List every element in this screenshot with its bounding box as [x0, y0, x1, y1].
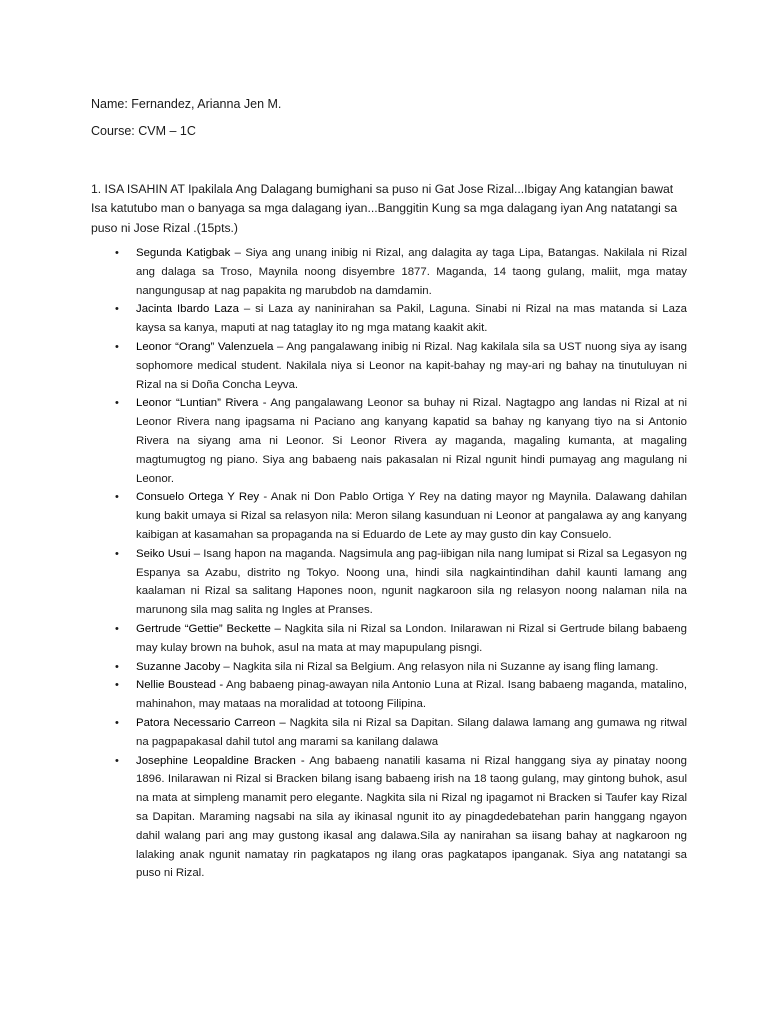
list-item [91, 676, 687, 714]
item-text: – Isang hapon na maganda. Nagsimula ang pag-iibigan nila nang lumipat si Rizal sa Legasyon ng Espanya sa Azabu, distrito ng Tokyo. Noong una, hindi sila nagkaintindihan dahil kaunti lamang ang kaalaman ni Rizal sa salitang Hapones noon, ngunit nagkaroon sila ng relasyon noong nalaman nila na marunong sila mag salita ng Ingles at Pranses. [136, 547, 687, 617]
item-name: Leonor “Orang” Valenzuela [136, 340, 274, 353]
list-item [91, 658, 687, 677]
list-item [91, 394, 687, 488]
bullet-icon: • [115, 397, 119, 410]
question-text: 1. ISA ISAHIN AT Ipakilala Ang Dalagang bumighani sa puso ni Gat Jose Rizal...Ibigay Ang katangian bawat Isa katutubo man o banyaga sa mga dalagang iyan...Banggitin Kung sa mga dalagang iyan Ang natatangi sa puso ni Jose Rizal .(15pts.) [91, 182, 678, 235]
answer-list [91, 244, 687, 883]
bullet-icon: • [115, 247, 119, 259]
bullet-icon: • [115, 622, 119, 635]
item-name: Leonor “Luntian” Rivera - [136, 397, 267, 410]
item-text: Nagkita sila ni Rizal sa Dapitan. Silang dalawa lamang ang gumawa ng ritwal na pagpapakasal dahil tutol ang marami sa kanilang dalawa [136, 716, 687, 748]
item-name: Seiko Usui [136, 547, 191, 560]
item-name: Consuelo Ortega Y Rey [136, 491, 260, 504]
bullet-icon: • [115, 660, 119, 673]
student-course: Course: CVM – 1C [91, 124, 196, 138]
bullet-icon: • [115, 716, 119, 729]
list-item [91, 338, 687, 394]
item-text: Ang babaeng pinag-awayan nila Antonio Luna at Rizal. Isang babaeng maganda, matalino, mahinahon, may mataas na moralidad at totoong Filipina. [136, 679, 687, 711]
list-item [91, 300, 687, 338]
list-item [91, 714, 687, 752]
item-name: Nellie Boustead - [136, 679, 224, 692]
item-name: Gertrude “Gettie” Beckette – [136, 622, 281, 635]
item-text: Ang babaeng nanatili kasama ni Rizal hanggang siya ay pinatay noong 1896. Inilarawan ni Rizal si Bracken bilang isang babaeng irish na 18 taong gulang, may gintong buhok, asul na mata at simpleng manamit pero elegante. Nagkita sila ni Rizal ng ipagamot ni Bracken si Taufer kay Rizal sa Dapitan. Maraming nagsabi na sila ay ikinasal ngunit ito ay pinagdedebatehan parin hanggang ngayon dahil walang pari ang may gustong ikasal ang dalawa.Sila ay nanirahan sa iisang bahay at nagkaroon ng lalaking anak ngunit namatay rin pagkatapos ng ilang oras pagkatapos ipanganak. Siya ang natatangi sa puso ni Rizal. [136, 754, 687, 880]
item-name: Suzanne Jacoby [136, 660, 221, 673]
item-name: Patora Necessario Carreon – [136, 716, 286, 729]
item-text: Nagkita sila ni Rizal sa London. Inilarawan ni Rizal si Gertrude bilang babaeng may kulay brown na buhok, asul na mata at may mapupulang pisngi. [136, 622, 687, 654]
item-text: - Anak ni Don Pablo Ortiga Y Rey na dating mayor ng Maynila. Dalawang dahilan kung bakit umaya si Rizal sa relasyon nila: Meron silang kasunduan ni Leonor at pangalawa ay ang kanyang kaibigan at kasamahan sa propaganda na si Eduardo de Lete ay may gusto din kay Consuelo. [136, 491, 687, 541]
item-name: Segunda Katigbak [136, 247, 231, 259]
bullet-icon: • [115, 491, 119, 504]
item-text: Ang pangalawang Leonor sa buhay ni Rizal. Nagtagpo ang landas ni Rizal at ni Leonor Rivera nang ipagsama ni Paciano ang kanyang kapatid sa bahay ng kanyang tiyo na si Antonio Rivera na siyang ama ni Leonor. Si Leonor Rivera ay maganda, magaling kumanta, at magaling magtumugtog ng piano. Siya ang babaeng nais pakasalan ni Rizal ngunit hindi pumayag ang magulang ni Leonor. [136, 397, 687, 485]
bullet-icon: • [115, 340, 119, 353]
list-item [91, 244, 687, 300]
bullet-icon: • [115, 754, 119, 767]
bullet-icon: • [115, 303, 119, 316]
list-item [91, 545, 687, 620]
bullet-icon: • [115, 679, 119, 692]
item-text: – Nagkita sila ni Rizal sa Belgium. Ang relasyon nila ni Suzanne ay isang fling lamang. [220, 660, 659, 673]
item-name: Jacinta Ibardo Laza [136, 303, 239, 316]
item-name: Josephine Leopaldine Bracken - [136, 754, 305, 767]
item-text: – Ang pangalawang inibig ni Rizal. Nag kakilala sila sa UST nuong siya ay isang sophomore medical student. Nakilala niya si Leonor na kapit-bahay ng may-ari ng bahay na tinutuluyan ni Rizal na si Doña Concha Leyva. [136, 340, 688, 391]
list-item [91, 752, 687, 884]
student-name: Name: Fernandez, Arianna Jen M. [91, 97, 282, 111]
list-item [91, 620, 687, 658]
item-text: – si Laza ay naninirahan sa Pakil, Laguna. Sinabi ni Rizal na mas matanda si Laza kaysa sa kanya, maputi at nag tataglay ito ng mga matang kaakit akit. [136, 303, 687, 335]
list-item [91, 488, 687, 544]
item-text: – Siya ang unang inibig ni Rizal, ang dalagita ay taga Lipa, Batangas. Nakilala ni Rizal ang dalaga sa Troso, Maynila noong disyembre 1877. Maganda, 14 taong gulang, maliit, mga matay nangungusap at nag papakita ng marubdob na damdamin. [136, 247, 687, 297]
bullet-icon: • [115, 547, 119, 560]
